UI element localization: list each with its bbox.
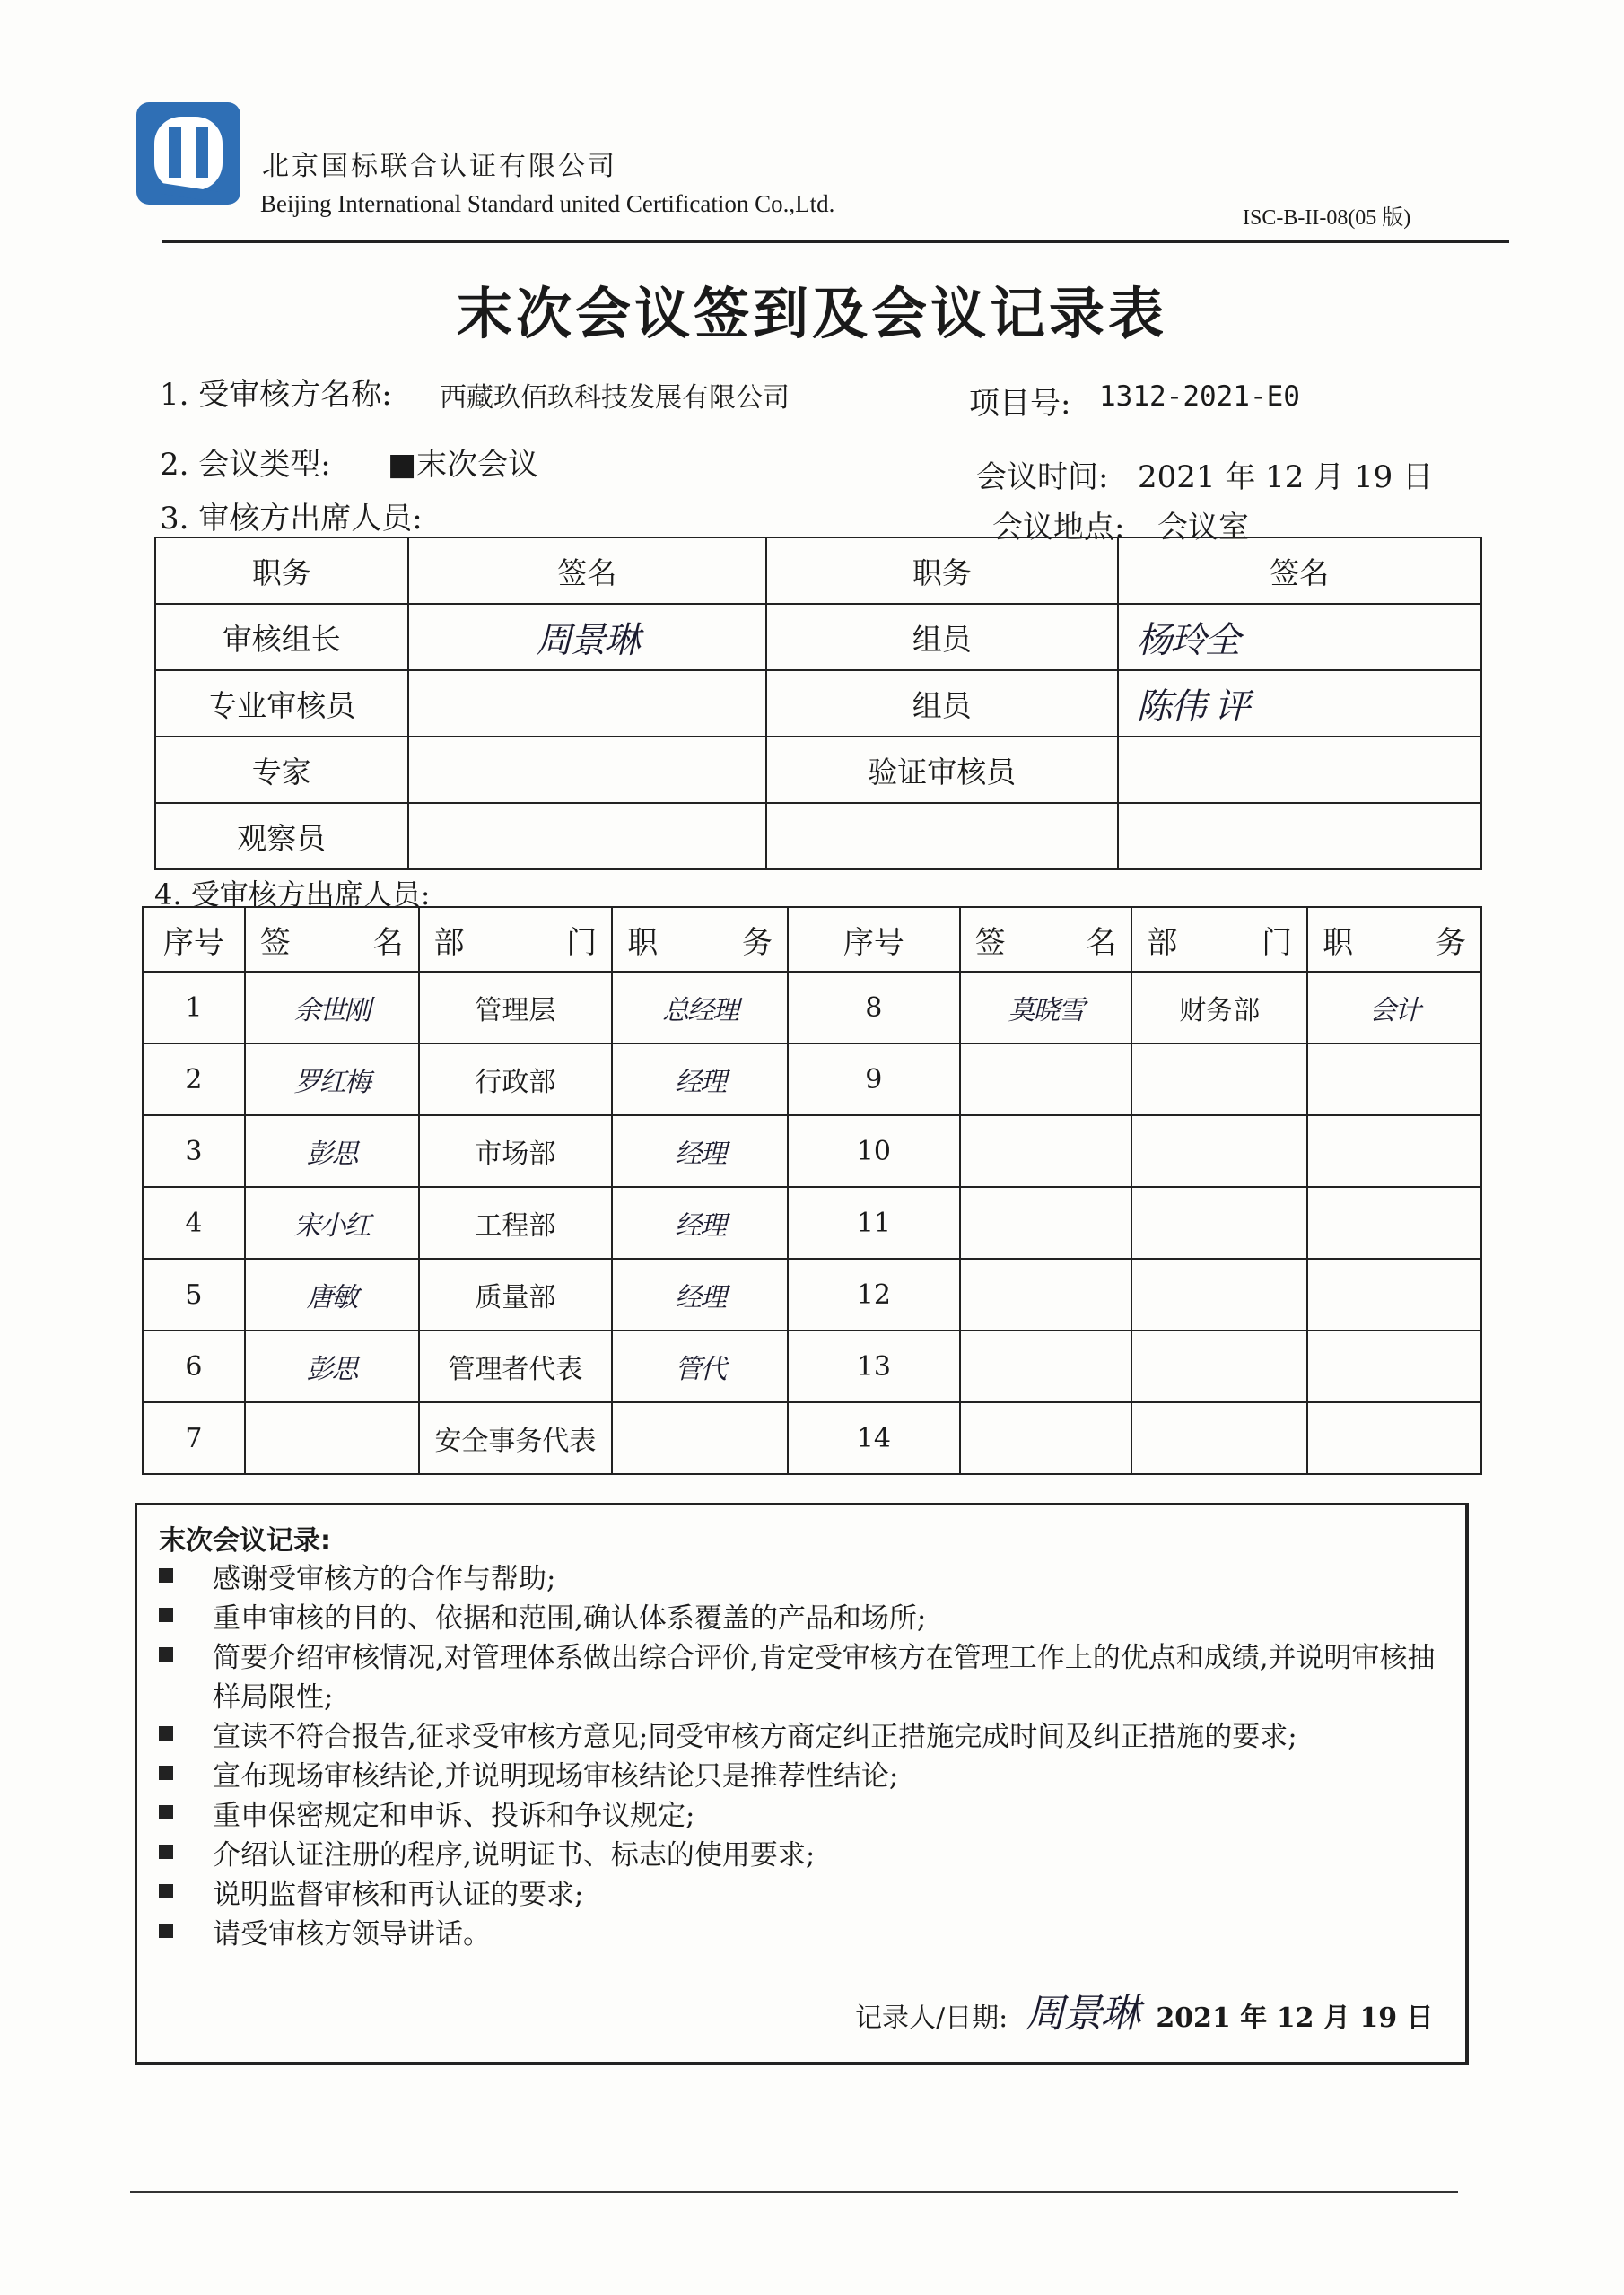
bullet-icon bbox=[159, 1845, 173, 1859]
role-cell bbox=[766, 803, 1117, 869]
signature-cell: 杨玲全 bbox=[1118, 604, 1482, 670]
signature-cell bbox=[1118, 737, 1482, 803]
signature-cell: 管代 bbox=[612, 1331, 788, 1402]
header-signature: 签名 bbox=[408, 537, 766, 604]
auditor-attendees-label: 3. 审核方出席人员: bbox=[160, 501, 423, 537]
signature-cell: 莫晓雪 bbox=[960, 972, 1132, 1043]
signature-cell bbox=[960, 1187, 1132, 1259]
header-signature: 签 名 bbox=[960, 907, 1132, 972]
signature-cell bbox=[245, 1402, 419, 1474]
table-row: 4 宋小红 工程部 经理 11 bbox=[143, 1187, 1481, 1259]
signature-cell: 唐敏 bbox=[245, 1259, 419, 1331]
table-row: 7 安全事务代表 14 bbox=[143, 1402, 1481, 1474]
signature-cell: 周景琳 bbox=[408, 604, 766, 670]
record-title: 末次会议记录: bbox=[159, 1525, 331, 1557]
bullet-icon bbox=[159, 1766, 173, 1780]
meeting-time-value: 2021 年 12 月 19 日 bbox=[1138, 459, 1434, 495]
meeting-record-box: 末次会议记录: 感谢受审核方的合作与帮助; 重申审核的目的、依据和范围,确认体系覆盖的产品和场所; 简要介绍审核情况,对管理体系做出综合评价,肯定受审核方在管理工作上的优点和成绩,并说明审核抽样局限性; 宣读不符合报告,征求受审核方意见;同受审核方商定纠正措施完成时间及纠正措施的要求; 宣布现场审核结论,并说明现场审核结论只是推荐性结论; 重申保密规定和申诉、投诉和争议规定; 介绍认证注册的程序,说明证书、标志的使用要求; 说明监督审核和再认证的要求; 请受审核方领导讲话。 记录人/日期: 周景琳 2021 年 12 月 19 日 bbox=[135, 1503, 1469, 2065]
table-row: 3 彭思 市场部 经理 10 bbox=[143, 1115, 1481, 1187]
signature-cell: 彭思 bbox=[245, 1331, 419, 1402]
recorder-date: 2021 年 12 月 19 日 bbox=[1156, 2003, 1434, 2034]
bullet-icon bbox=[159, 1608, 173, 1622]
role-cell: 验证审核员 bbox=[766, 737, 1117, 803]
signature-cell: 经理 bbox=[612, 1187, 788, 1259]
signature-cell bbox=[612, 1402, 788, 1474]
meeting-place-value: 会议室 bbox=[1157, 510, 1249, 545]
signature-cell: 会计 bbox=[1307, 972, 1481, 1043]
signature-cell bbox=[960, 1259, 1132, 1331]
table-header-row bbox=[143, 907, 1481, 972]
role-cell: 组员 bbox=[766, 604, 1117, 670]
header-signature: 签 名 bbox=[245, 907, 419, 972]
header-department: 部 门 bbox=[419, 907, 613, 972]
signature-cell: 经理 bbox=[612, 1043, 788, 1115]
signature-cell bbox=[960, 1331, 1132, 1402]
recorder-label: 记录人/日期: bbox=[855, 2003, 1008, 2034]
table-row: 6 彭思 管理者代表 管代 13 bbox=[143, 1331, 1481, 1402]
company-name-en: Beijing International Standard united Certification Co.,Ltd. bbox=[260, 190, 835, 217]
form-code: ISC-B-II-08(05 版) bbox=[1243, 206, 1411, 230]
signature-cell bbox=[960, 1043, 1132, 1115]
project-number: 1312-2021-E0 bbox=[1099, 380, 1300, 413]
signature-cell: 总经理 bbox=[612, 972, 788, 1043]
header-divider bbox=[162, 240, 1509, 243]
signature-cell bbox=[1307, 1331, 1481, 1402]
company-name-cn: 北京国标联合认证有限公司 bbox=[262, 151, 617, 182]
table-row: 2 罗红梅 行政部 经理 9 bbox=[143, 1043, 1481, 1115]
signature-cell bbox=[1307, 1043, 1481, 1115]
header-position: 职 务 bbox=[612, 907, 788, 972]
signature-cell bbox=[1307, 1402, 1481, 1474]
auditee-name-value: 西藏玖佰玖科技发展有限公司 bbox=[440, 382, 790, 414]
signature-cell: 陈伟 评 bbox=[1118, 670, 1482, 737]
role-cell: 审核组长 bbox=[155, 604, 408, 670]
signature-cell bbox=[960, 1402, 1132, 1474]
signature-cell: 经理 bbox=[612, 1259, 788, 1331]
table-row bbox=[155, 737, 1481, 803]
bullet-icon bbox=[159, 1924, 173, 1938]
signature-cell bbox=[408, 803, 766, 869]
bullet-icon bbox=[159, 1647, 173, 1662]
signature-cell: 宋小红 bbox=[245, 1187, 419, 1259]
role-cell: 组员 bbox=[766, 670, 1117, 737]
table-row bbox=[155, 803, 1481, 869]
recorder-line bbox=[855, 1981, 1434, 2038]
signature-cell: 余世刚 bbox=[245, 972, 419, 1043]
role-cell: 专业审核员 bbox=[155, 670, 408, 737]
signature-cell: 经理 bbox=[612, 1115, 788, 1187]
auditee-name-label: 1. 受审核方名称: bbox=[160, 377, 392, 413]
header-position: 职 务 bbox=[1307, 907, 1481, 972]
table-row bbox=[155, 670, 1481, 737]
signature-cell bbox=[1307, 1259, 1481, 1331]
table-row: 5 唐敏 质量部 经理 12 bbox=[143, 1259, 1481, 1331]
header-signature: 签名 bbox=[1118, 537, 1482, 604]
role-cell: 专家 bbox=[155, 737, 408, 803]
signature-cell bbox=[960, 1115, 1132, 1187]
bullet-icon bbox=[159, 1805, 173, 1819]
header-role: 职务 bbox=[155, 537, 408, 604]
header-number: 序号 bbox=[788, 907, 960, 972]
table-row: 1 余世刚 管理层 总经理 8 莫晓雪 财务部 会计 bbox=[143, 972, 1481, 1043]
auditee-attendance-table bbox=[142, 906, 1482, 1475]
signature-cell: 彭思 bbox=[245, 1115, 419, 1187]
company-logo bbox=[135, 100, 242, 206]
table-row bbox=[155, 604, 1481, 670]
meeting-time-label: 会议时间: bbox=[976, 459, 1109, 495]
project-label: 项目号: bbox=[969, 386, 1071, 422]
page-title: 末次会议签到及会议记录表 bbox=[456, 281, 1167, 346]
footer-divider bbox=[130, 2191, 1458, 2193]
bullet-icon bbox=[159, 1884, 173, 1898]
signature-cell: 罗红梅 bbox=[245, 1043, 419, 1115]
table-header-row bbox=[155, 537, 1481, 604]
signature-cell bbox=[408, 670, 766, 737]
meeting-type-label: 2. 会议类型: bbox=[160, 447, 331, 483]
meeting-type-value: ■末次会议 bbox=[388, 447, 539, 483]
bullet-icon bbox=[159, 1726, 173, 1741]
signature-cell bbox=[408, 737, 766, 803]
recorder-signature: 周景琳 bbox=[1025, 1991, 1139, 2037]
signature-cell bbox=[1307, 1187, 1481, 1259]
signature-cell bbox=[1118, 803, 1482, 869]
header-number: 序号 bbox=[143, 907, 245, 972]
header-role: 职务 bbox=[766, 537, 1117, 604]
signature-cell bbox=[1307, 1115, 1481, 1187]
role-cell: 观察员 bbox=[155, 803, 408, 869]
auditor-attendance-table bbox=[154, 537, 1482, 870]
auditee-attendees-label: 4. 受审核方出席人员: bbox=[154, 877, 431, 912]
header-department: 部 门 bbox=[1131, 907, 1307, 972]
meeting-place-label: 会议地点: bbox=[992, 510, 1125, 545]
bullet-icon bbox=[159, 1568, 173, 1583]
